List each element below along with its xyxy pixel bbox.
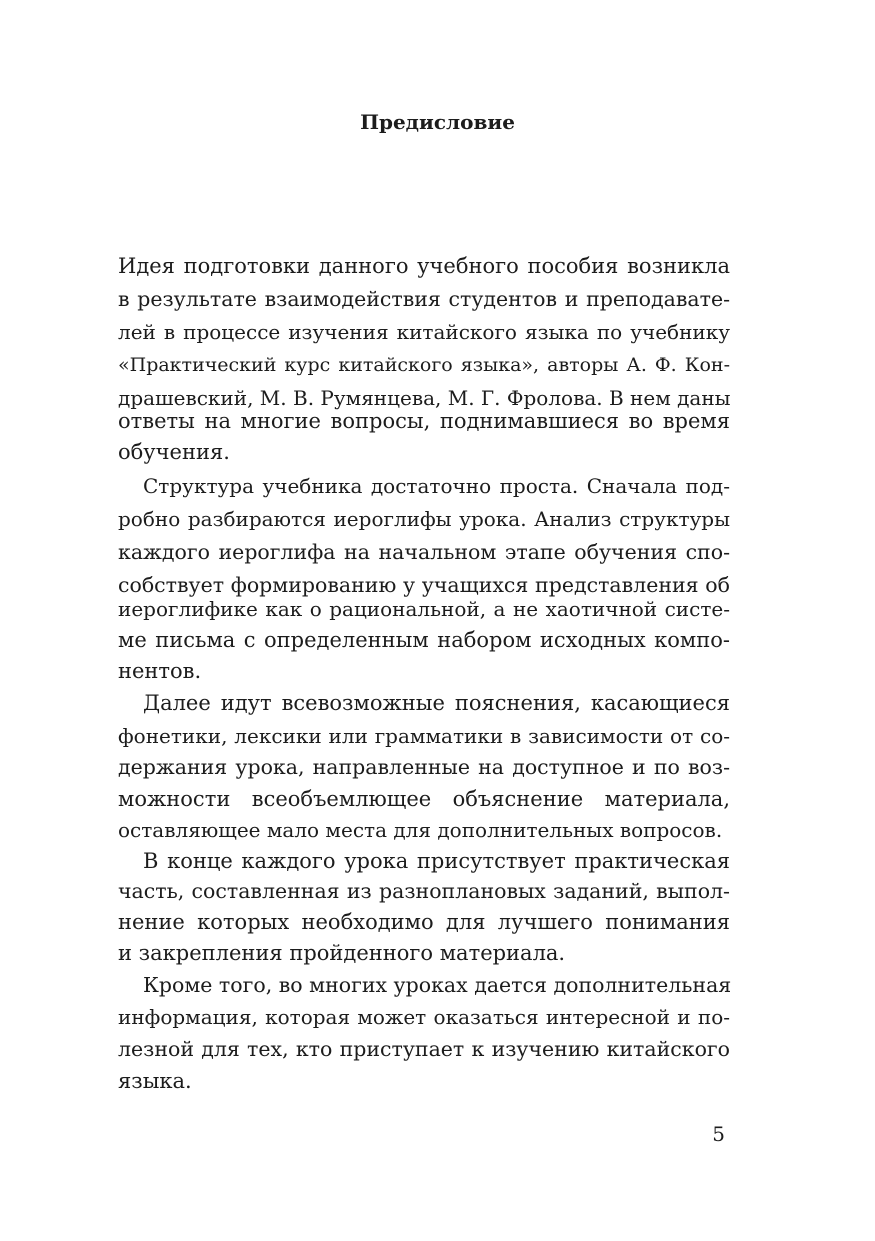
text-line: лей в процессе изучения китайского языка по учебнику xyxy=(118,320,730,344)
text-line: оставляющее мало места для дополнительных вопросов. xyxy=(118,818,723,842)
text-line: драшевский, М. В. Румянцева, М. Г. Фролова. В нем даны xyxy=(118,386,731,410)
text-line: нение которых необходимо для лучшего понимания xyxy=(118,910,730,934)
text-line: держания урока, направленные на доступное и по воз- xyxy=(118,755,730,779)
text-line: часть, составленная из разноплановых заданий, выпол- xyxy=(118,879,730,903)
text-line: нентов. xyxy=(118,659,202,683)
text-line: языка. xyxy=(118,1069,192,1093)
page-number: 5 xyxy=(712,1122,725,1146)
text-line: «Практический курс китайского языка», авторы А. Ф. Кон- xyxy=(118,354,730,376)
text-line: В конце каждого урока присутствует практическая xyxy=(143,849,730,873)
text-line: лезной для тех, кто приступает к изучению китайского xyxy=(118,1037,730,1061)
page-title: Предисловие xyxy=(360,110,515,134)
text-line: ответы на многие вопросы, поднимавшиеся во время xyxy=(118,409,730,433)
text-line: и закрепления пройденного материала. xyxy=(118,941,566,965)
text-line: Кроме того, во многих уроках дается дополнительная xyxy=(143,973,732,997)
text-line: Далее идут всевозможные пояснения, касающиеся xyxy=(143,691,730,715)
text-line: в результате взаимодействия студентов и преподавате- xyxy=(118,287,730,311)
text-line: Структура учебника достаточно проста. Сначала под- xyxy=(143,474,730,498)
text-line: собствует формированию у учащихся представления об xyxy=(118,573,730,597)
text-line: Идея подготовки данного учебного пособия возникла xyxy=(118,254,730,278)
text-line: информация, которая может оказаться интересной и по- xyxy=(118,1005,730,1029)
text-line: фонетики, лексики или грамматики в зависимости от со- xyxy=(118,724,730,748)
text-line: ме письма с определенным набором исходных компо- xyxy=(118,628,730,652)
text-line: иероглифике как о рациональной, а не хаотичной систе- xyxy=(118,597,730,621)
text-line: робно разбираются иероглифы урока. Анализ структуры xyxy=(118,507,730,531)
text-line: обучения. xyxy=(118,440,230,464)
text-line: можности всеобъемлющее объяснение материала, xyxy=(118,787,730,811)
text-line: каждого иероглифа на начальном этапе обучения спо- xyxy=(118,540,730,564)
